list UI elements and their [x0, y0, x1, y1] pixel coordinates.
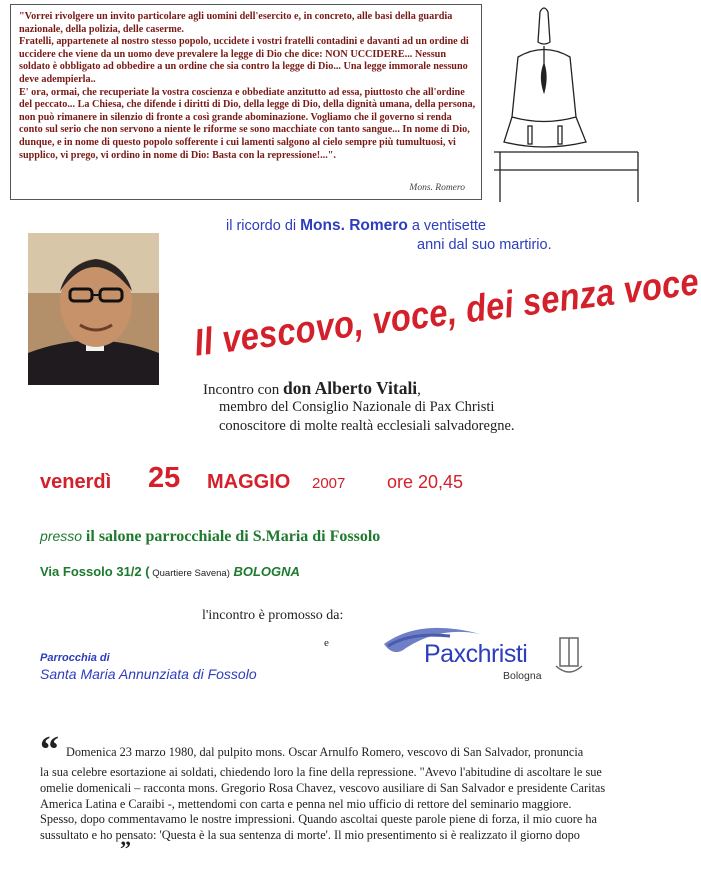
venue-line	[40, 528, 380, 546]
address-city: BOLOGNA	[229, 564, 300, 579]
event-month: MAGGIO	[207, 471, 291, 493]
parish-name: Santa Maria Annunziata di Fossolo	[40, 666, 257, 682]
speaker-role-1: membro del Consiglio Nazionale di Pax Christi	[219, 399, 495, 415]
address-area: Quartiere Savena)	[149, 568, 230, 579]
event-time: ore 20,45	[387, 472, 464, 492]
venue-prefix: presso	[40, 528, 86, 544]
portrait-photo	[28, 233, 159, 385]
speaker-intro-label: Incontro con	[203, 382, 283, 398]
quote-paragraph-1: "Vorrei rivolgere un invito particolare agli uomini dell'esercito e, in concreto, alle basi della guardia nazionale, della polizia, delle caserme.	[19, 11, 453, 35]
coat-of-arms-icon	[556, 638, 582, 672]
speaker-intro	[203, 378, 421, 399]
candle-drawing	[494, 2, 638, 202]
address-line	[40, 564, 300, 579]
close-quote-mark: ”	[120, 836, 131, 861]
quote-paragraph-3: E' ora, ormai, che recuperiate la vostra coscienza e obbediate anzitutto ad essa, piuttosto che all'ordine del peccato... La Chiesa, che difende i diritti di Dio, della legge di Dio, della dignità umana, della persona, non può rimanere in silenzio di fronte a così grande abominazione. Vogliamo che il governo si renda conto sul serio che non servono a niente le riforme se sono macchiate con tanto sangue... In nome di Dio, dunque, e in nome di questo popolo sofferente i cui lamenti salgono al cielo sempre più tumultuosi, vi supplico, vi prego, vi ordino in nome di Dio: Basta con la repressione!...".	[19, 86, 476, 161]
event-day: venerdì	[40, 471, 112, 493]
venue-name: il salone parrocchiale di S.Maria di Fossolo	[85, 528, 381, 545]
memory-suffix: a ventisette	[407, 218, 486, 234]
memory-line-1	[226, 217, 486, 235]
quote-paragraph-2: Fratelli, appartenete al nostro stesso popolo, uccidete i vostri fratelli contadini e davanti ad un ordine di uccidere che viene da un uomo deve prevalere la legge di Dio che dice: NON UCCIDERE... Nessun soldato è obbligato ad obbedire a un ordine che sia contro la legge di Dio... Una legge immorale nessuno deve adempierla..	[19, 36, 469, 85]
paxchristi-city: Bologna	[503, 670, 542, 682]
paxchristi-name: Paxchristi	[424, 640, 528, 668]
quote-box	[10, 4, 482, 200]
memory-line-2: anni dal suo martirio.	[417, 237, 552, 253]
story-first-line: Domenica 23 marzo 1980, dal pulpito mons. Oscar Arnulfo Romero, vescovo di San Salvador, pronuncia	[66, 745, 584, 759]
memory-prefix: il ricordo di	[226, 218, 301, 234]
quote-text	[19, 11, 477, 162]
quote-author: Mons. Romero	[409, 183, 465, 193]
story-text: la sua celebre esortazione ai soldati, chiedendo loro la fine della repressione. "Avevo l'abitudine di ascoltare le sue omelie domenicali – racconta mons. Gregorio Rosa Chavez, vescovo ausiliare di San Salvador e presidente Caritas America Latina e Caraibi -, mettendomi con carta e penna nel mio ufficio di rettore del seminario maggiore. Spesso, dopo commentavamo le nostre impressioni. Quando ascoltai queste parole piene di forza, il mio cuore ha sussultato e ho pensato: 'Questa è la sua sentenza di morte'. Il mio presentimento si è realizzato il giorno dopo	[40, 765, 606, 843]
conjunction: e	[324, 637, 329, 649]
speaker-comma: ,	[417, 382, 421, 398]
address-street: Via Fossolo 31/2	[40, 564, 146, 579]
open-quote-mark: “	[40, 729, 59, 771]
event-date-row	[40, 462, 600, 496]
parish-label: Parrocchia di	[40, 652, 110, 664]
promoted-by-label: l'incontro è promosso da:	[202, 608, 344, 623]
event-year: 2007	[312, 475, 346, 492]
memory-name: Mons. Romero	[300, 217, 408, 234]
event-day-number: 25	[148, 462, 181, 494]
speaker-name: don Alberto Vitali	[282, 378, 418, 398]
address-paren: (	[145, 564, 150, 579]
main-title: Il vescovo, voce, dei senza voce	[192, 261, 701, 365]
speaker-role-2: conoscitore di molte realtà ecclesiali salvadoregne.	[219, 418, 515, 434]
